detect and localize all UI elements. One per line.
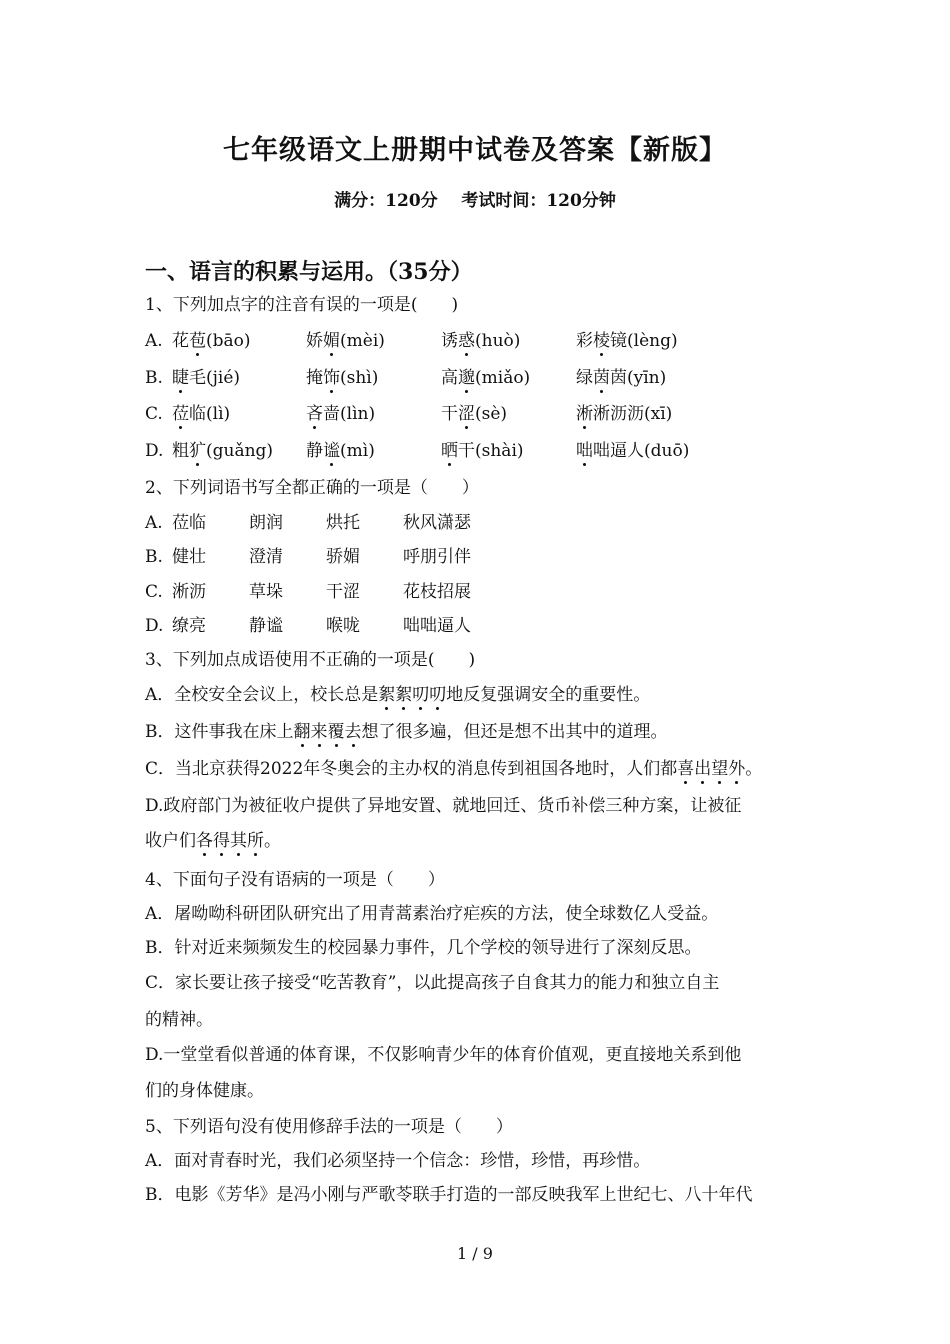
option-word: 粗犷(guǎng)	[172, 441, 274, 461]
emphasized-char: 惑	[458, 331, 475, 351]
option-label: C.	[145, 404, 163, 424]
option-word: 干涩	[326, 582, 360, 602]
option-word: 咄咄逼人(duō)	[576, 441, 690, 461]
emphasized-char: 叨	[412, 685, 430, 705]
option-label: D.	[145, 441, 164, 461]
question-2-stem: 2、下列词语书写全都正确的一项是（ ）	[145, 478, 479, 498]
option-text: C．当北京获得2022年冬奥会的主办权的消息传到祖国各地时，人们都	[145, 759, 678, 779]
emphasized-char: 各	[196, 831, 213, 851]
emphasized-char: 咄	[576, 441, 593, 461]
question-5-option-b: B．电影《芳华》是冯小刚与严歌苓联手打造的一部反映我军上世纪七、八十年代	[145, 1185, 753, 1205]
question-3-option-c	[145, 761, 762, 778]
question-1-stem: 1、下列加点字的注音有误的一项是( )	[145, 295, 459, 315]
option-word: 喉咙	[326, 616, 360, 636]
emphasized-char: 覆	[327, 722, 345, 742]
option-label: A.	[145, 331, 163, 351]
option-text: 。	[745, 759, 763, 779]
emphasized-char: 苞	[189, 331, 206, 351]
option-word: 静谧(mì)	[306, 441, 375, 461]
option-text: 。	[264, 831, 281, 851]
emphasized-char: 其	[230, 831, 247, 851]
question-4-option-b: B．针对近来频频发生的校园暴力事件，几个学校的领导进行了深刻反思。	[145, 938, 702, 958]
option-label: A.	[145, 513, 163, 533]
option-label: B.	[145, 547, 163, 567]
emphasized-idiom	[378, 685, 446, 705]
option-word: 咄咄逼人	[403, 616, 471, 636]
option-word: 淅沥	[172, 582, 206, 602]
question-3-stem: 3、下列加点成语使用不正确的一项是( )	[145, 650, 476, 670]
option-word: 干涩(sè)	[441, 404, 508, 424]
emphasized-char: 喜	[677, 759, 695, 779]
question-4-stem: 4、下面句子没有语病的一项是（ ）	[145, 870, 445, 890]
option-word: 花枝招展	[403, 582, 471, 602]
option-word: 呼朋引伴	[403, 547, 471, 567]
question-4-option-d-line2: 们的身体健康。	[145, 1081, 264, 1101]
emphasized-char: 絮	[395, 685, 413, 705]
option-word: 静谧	[249, 616, 283, 636]
option-word: 诱惑(huò)	[441, 331, 521, 351]
option-text: B．这件事我在床上	[145, 722, 294, 742]
question-3-option-d-line2	[145, 833, 281, 850]
option-word: 草垛	[249, 582, 283, 602]
emphasized-char: 吝	[306, 404, 323, 424]
option-word: 彩棱镜(lèng)	[576, 331, 678, 351]
emphasized-char: 望	[711, 759, 729, 779]
option-word: 莅临	[172, 513, 206, 533]
emphasized-char: 淅	[576, 404, 593, 424]
question-4-option-a: A．屠呦呦科研团队研究出了用青蒿素治疗疟疾的方法，使全球数亿人受益。	[145, 904, 719, 924]
emphasized-idiom	[677, 759, 745, 779]
question-3-option-b	[145, 724, 668, 741]
option-word: 健壮	[172, 547, 206, 567]
emphasized-char: 涩	[458, 404, 475, 424]
option-word: 澄清	[249, 547, 283, 567]
option-word: 淅淅沥沥(xī)	[576, 404, 673, 424]
option-word: 高邈(miǎo)	[441, 368, 531, 388]
option-text: 想了很多遍，但还是想不出其中的道理。	[361, 722, 668, 742]
emphasized-char: 叨	[429, 685, 447, 705]
option-word: 缭亮	[172, 616, 206, 636]
option-word: 莅临(lì)	[172, 404, 231, 424]
emphasized-char: 晒	[441, 441, 458, 461]
option-word: 朗润	[249, 513, 283, 533]
exam-info: 满分：120分 考试时间：120分钟	[334, 191, 616, 211]
option-word: 睫毛(jié)	[172, 368, 241, 388]
option-word: 烘托	[326, 513, 360, 533]
option-word: 娇媚(mèi)	[306, 331, 385, 351]
emphasized-char: 来	[310, 722, 328, 742]
emphasized-idiom	[294, 722, 362, 742]
question-4-option-c-line2: 的精神。	[145, 1010, 213, 1030]
emphasized-char: 饰	[323, 368, 340, 388]
emphasized-char: 邈	[458, 368, 475, 388]
option-label: B.	[145, 368, 163, 388]
emphasized-char: 谧	[323, 441, 340, 461]
emphasized-char: 外	[728, 759, 746, 779]
question-5-stem: 5、下列语句没有使用修辞手法的一项是（ ）	[145, 1117, 513, 1137]
emphasized-char: 絮	[378, 685, 396, 705]
emphasized-char: 茵	[593, 368, 610, 388]
option-text: A．全校安全会议上，校长总是	[145, 685, 379, 705]
emphasized-char: 犷	[189, 441, 206, 461]
emphasized-idiom	[196, 831, 264, 851]
option-word: 晒干(shài)	[441, 441, 524, 461]
emphasized-char: 出	[694, 759, 712, 779]
page-number: 1 / 9	[457, 1244, 493, 1263]
question-4-option-d-line1: D.一堂堂看似普通的体育课，不仅影响青少年的体育价值观，更直接地关系到他	[145, 1045, 742, 1065]
option-word: 吝啬(lìn)	[306, 404, 376, 424]
option-word: 绿茵茵(yīn)	[576, 368, 667, 388]
question-4-option-c-line1: C．家长要让孩子接受“吃苦教育”，以此提高孩子自食其力的能力和独立自主	[145, 973, 720, 993]
option-text: 收户们	[145, 831, 196, 851]
emphasized-char: 睫	[172, 368, 189, 388]
option-word: 掩饰(shì)	[306, 368, 379, 388]
question-3-option-a	[145, 687, 650, 704]
option-label: D.	[145, 616, 164, 636]
emphasized-char: 棱	[593, 331, 610, 351]
option-word: 骄媚	[326, 547, 360, 567]
emphasized-char: 所	[247, 831, 264, 851]
page-title: 七年级语文上册期中试卷及答案【新版】	[223, 135, 727, 166]
question-3-option-d-line1: D.政府部门为被征收户提供了异地安置、就地回迁、货币补偿三种方案，让被征	[145, 796, 742, 816]
question-5-option-a: A．面对青春时光，我们必须坚持一个信念：珍惜，珍惜，再珍惜。	[145, 1151, 651, 1171]
emphasized-char: 媚	[323, 331, 340, 351]
option-word: 秋风潇瑟	[403, 513, 471, 533]
emphasized-char: 莅	[172, 404, 189, 424]
emphasized-char: 翻	[293, 722, 311, 742]
emphasized-char: 得	[213, 831, 230, 851]
option-label: C.	[145, 582, 163, 602]
section-heading: 一、语言的积累与运用。（35分）	[145, 259, 473, 285]
option-text: 地反复强调安全的重要性。	[446, 685, 651, 705]
option-word: 花苞(bāo)	[172, 331, 251, 351]
emphasized-char: 去	[344, 722, 362, 742]
